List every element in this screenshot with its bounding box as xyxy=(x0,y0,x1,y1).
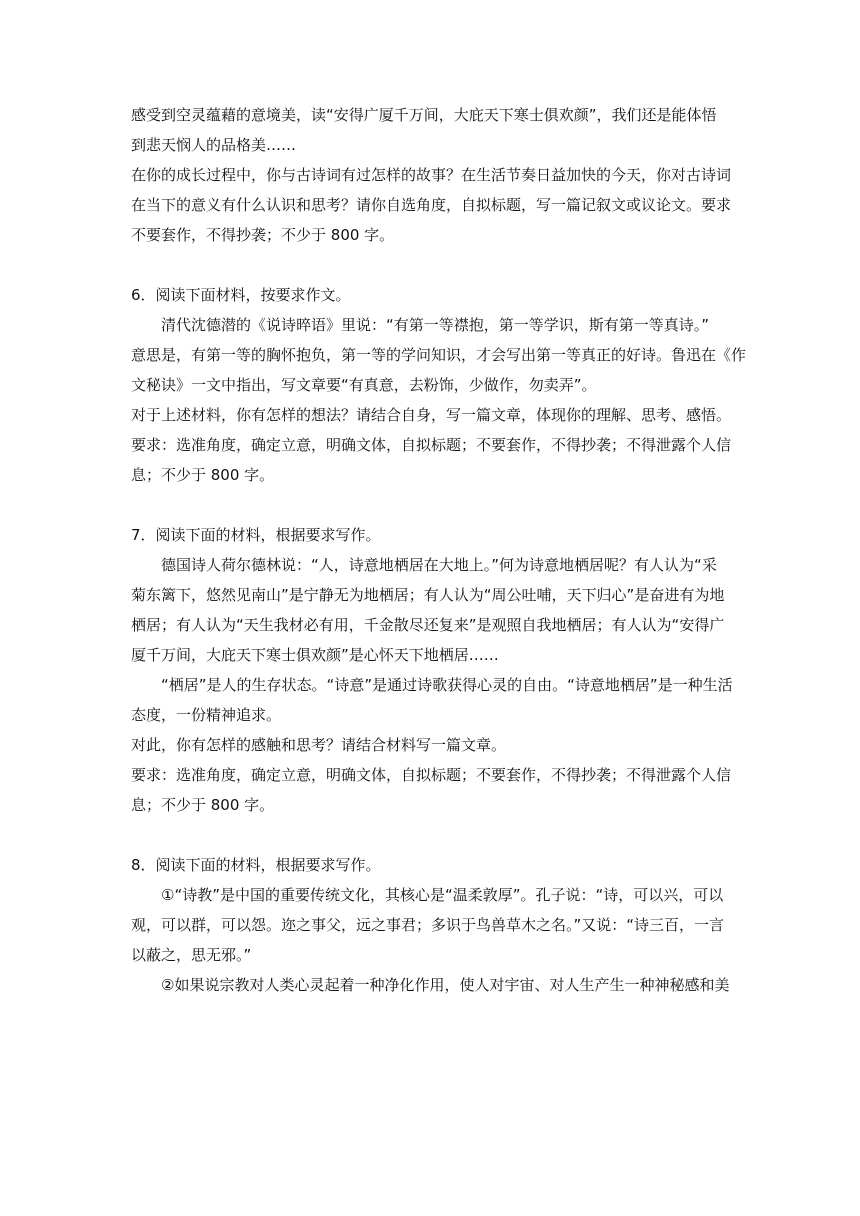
question-7-line: 要求：选准角度，确定立意，明确文体，自拟标题；不要套作，不得抄袭；不得泄露个人信 xyxy=(131,766,732,784)
intro-line: 到悲天悯人的品格美…… xyxy=(131,136,297,154)
question-7-line: 厦千万间，大庇天下寒士俱欢颜”是心怀天下地栖居…… xyxy=(131,646,499,664)
question-6-line: 息；不少于 800 字。 xyxy=(131,466,275,484)
section-gap xyxy=(131,250,731,280)
question-6-line: 文秘诀》一文中指出，写文章要“有真意，去粉饰，少做作，勿卖弄”。 xyxy=(131,376,597,394)
intro-section xyxy=(131,100,731,250)
question-7-line: 德国诗人荷尔德林说：“人，诗意地栖居在大地上。”何为诗意地栖居呢？有人认为“采 xyxy=(131,556,717,574)
question-6-line: 清代沈德潜的《说诗晬语》里说：“有第一等襟抱，第一等学识，斯有第一等真诗。” xyxy=(131,316,710,334)
intro-line: 不要套作，不得抄袭；不少于 800 字。 xyxy=(131,226,395,244)
intro-line: 感受到空灵蕴藉的意境美，读“安得广厦千万间，大庇天下寒士俱欢颜”，我们还是能体悟 xyxy=(131,106,717,124)
page-content xyxy=(131,100,747,1000)
question-6 xyxy=(131,280,747,490)
question-6-line: 意思是，有第一等的胸怀抱负，第一等的学问知识，才会写出第一等真正的好诗。鲁迅在《作 xyxy=(131,346,747,364)
question-8-heading: 8．阅读下面的材料，根据要求写作。 xyxy=(131,856,381,874)
question-7 xyxy=(131,520,731,820)
question-6-line: 要求：选准角度，确定立意，明确文体，自拟标题；不要套作，不得抄袭；不得泄露个人信 xyxy=(131,436,732,454)
question-8-line: 以蔽之，思无邪。” xyxy=(131,946,252,964)
question-7-line: “栖居”是人的生存状态。“诗意”是通过诗歌获得心灵的自由。“诗意地栖居”是一种生活 xyxy=(131,676,733,694)
question-7-heading: 7．阅读下面的材料，根据要求写作。 xyxy=(131,526,381,544)
question-7-line: 态度，一份精神追求。 xyxy=(131,706,282,724)
question-7-line: 栖居；有人认为“天生我材必有用，千金散尽还复来”是观照自我地栖居；有人认为“安得广 xyxy=(131,616,725,634)
question-8-line: 观，可以群，可以怨。迩之事父，远之事君；多识于鸟兽草木之名。”又说：“诗三百，一言 xyxy=(131,916,725,934)
section-gap xyxy=(131,490,731,520)
question-7-line: 息；不少于 800 字。 xyxy=(131,796,275,814)
question-7-line: 对此，你有怎样的感触和思考？请结合材料写一篇文章。 xyxy=(131,736,507,754)
question-6-heading: 6．阅读下面材料，按要求作文。 xyxy=(131,286,351,304)
section-gap xyxy=(131,820,731,850)
intro-line: 在你的成长过程中，你与古诗词有过怎样的故事？在生活节奏日益加快的今天，你对古诗词 xyxy=(131,166,732,184)
question-8-line: ②如果说宗教对人类心灵起着一种净化作用，使人对宇宙、对人生产生一种神秘感和美 xyxy=(131,976,730,994)
question-8-line: ①“诗教”是中国的重要传统文化，其核心是“温柔敦厚”。孔子说：“诗，可以兴，可以 xyxy=(131,886,724,904)
question-7-line: 菊东篱下，悠然见南山”是宁静无为地栖居；有人认为“周公吐哺，天下归心”是奋进有为地 xyxy=(131,586,725,604)
intro-line: 在当下的意义有什么认识和思考？请你自选角度，自拟标题，写一篇记叙文或议论文。要求 xyxy=(131,196,732,214)
question-8 xyxy=(131,850,731,1000)
question-6-line: 对于上述材料，你有怎样的想法？请结合自身，写一篇文章，体现你的理解、思考、感悟。 xyxy=(131,406,732,424)
